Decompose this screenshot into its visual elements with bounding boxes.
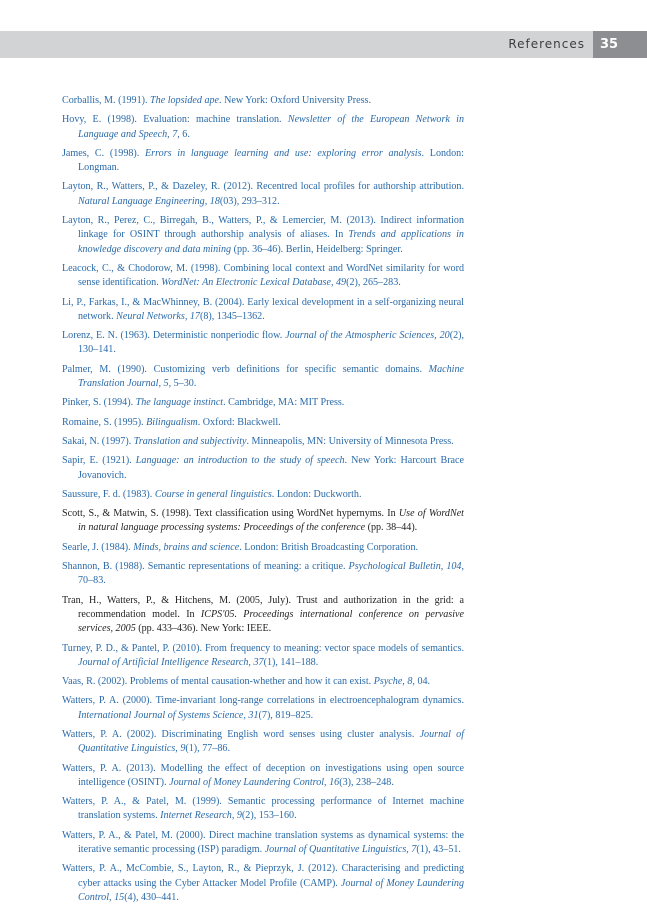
reference-entry	[62, 329, 464, 358]
reference-text: Leacock, C., & Chodorow, M. (1998). Combining local context and WordNet similarity for word sense identification.	[62, 262, 464, 289]
reference-italic-text: Newsletter of the European Network in Language and Speech, 7	[78, 114, 464, 140]
reference-entry	[62, 113, 464, 142]
reference-italic-text: Use of WordNet in natural language processing systems: Proceedings of the conference	[78, 508, 464, 534]
reference-entry	[62, 675, 464, 689]
reference-text: Watters, P. A., & Patel, M. (1999). Semantic processing performance of Internet machine translation systems.	[62, 796, 464, 822]
reference-text: (3), 238–248.	[339, 776, 394, 788]
reference-text: . New York: Oxford University Press.	[219, 95, 371, 106]
reference-text: Romaine, S. (1995).	[62, 416, 147, 428]
reference-entry	[62, 147, 464, 176]
reference-italic-text: ICPS'05. Proceedings international conference on pervasive services, 2005	[78, 608, 464, 635]
reference-text: Searle, J. (1984).	[62, 541, 134, 553]
reference-text: Watters, P. A., & Patel, M. (2000). Direct machine translation systems as dynamical systems: the iterative semantic processing (ISP) paradigm.	[62, 829, 464, 856]
reference-italic-text: Minds, brains and science	[133, 541, 240, 553]
reference-text: Lorenz, E. N. (1963). Deterministic nonperiodic flow.	[62, 330, 286, 342]
reference-text: (03), 293–312.	[219, 195, 280, 207]
reference-entry	[62, 396, 464, 410]
reference-italic-text: Natural Language Engineering, 18	[78, 195, 220, 207]
reference-text: Shannon, B. (1988). Semantic representations of meaning: a critique.	[62, 561, 349, 573]
reference-italic-text: Journal of the Atmospheric Sciences, 20	[285, 330, 450, 342]
reference-entry	[62, 862, 464, 905]
reference-entry	[62, 180, 464, 209]
reference-italic-text: International Journal of Systems Science, 31	[78, 709, 259, 721]
reference-entry	[62, 94, 464, 108]
reference-text: (1), 77–86.	[185, 743, 230, 755]
reference-text: , 5–30.	[168, 378, 197, 390]
reference-italic-text: Internet Research, 9	[160, 810, 242, 822]
reference-text: (7), 819–825.	[258, 709, 314, 721]
reference-italic-text: The language instinct	[135, 397, 224, 409]
reference-text: . London: British Broadcasting Corporation.	[239, 541, 419, 553]
reference-text: (2), 265–283.	[346, 277, 401, 289]
reference-text: (pp. 36–46). Berlin, Heidelberg: Springer.	[231, 243, 403, 255]
reference-entry	[62, 214, 464, 257]
reference-italic-text: Journal of Money Laundering Control, 15	[78, 877, 464, 903]
reference-text: Li, P., Farkas, I., & MacWhinney, B. (2004). Early lexical development in a self-organizing neural network.	[62, 296, 464, 322]
reference-text: (1), 43–51.	[416, 844, 461, 856]
reference-entry	[62, 728, 464, 757]
reference-italic-text: Psyche, 8	[373, 676, 413, 688]
reference-italic-text: Course in general linguistics	[154, 488, 272, 500]
reference-text: (4), 430–441.	[124, 891, 179, 903]
reference-italic-text: Translation and subjectivity	[133, 435, 247, 447]
reference-entry	[62, 507, 464, 536]
reference-italic-text: Journal of Artificial Intelligence Research, 37	[78, 656, 264, 668]
reference-text: Tran, H., Watters, P., & Hitchens, M. (2005, July). Trust and authorization in the grid: a recommendation model. In	[62, 594, 464, 620]
reference-text: . Minneapolis, MN: University of Minnesota Press.	[246, 435, 454, 447]
reference-text: Pinker, S. (1994).	[62, 397, 136, 409]
reference-entry	[62, 541, 464, 555]
reference-italic-text: Journal of Quantitative Linguistics, 7	[264, 844, 417, 856]
reference-entry	[62, 296, 464, 325]
reference-italic-text: Language: an introduction to the study of speech	[135, 455, 345, 467]
reference-italic-text: Neural Networks, 17	[116, 310, 200, 322]
reference-text: Sakai, N. (1997).	[62, 435, 134, 447]
reference-text: (2), 130–141.	[78, 330, 464, 356]
reference-text: (2), 153–160.	[241, 810, 297, 822]
reference-text: Hovy, E. (1998). Evaluation: machine translation.	[62, 114, 288, 126]
reference-entry	[62, 762, 464, 791]
reference-text: Sapir, E. (1921).	[62, 455, 136, 467]
reference-entry	[62, 488, 464, 502]
reference-text: Layton, R., Watters, P., & Dazeley, R. (2012). Recentred local profiles for authorship attribution.	[62, 181, 464, 193]
reference-text: (pp. 433–436). New York: IEEE.	[135, 623, 272, 635]
reference-text: Watters, P. A., McCombie, S., Layton, R., & Pieprzyk, J. (2012). Characterising and predicting cyber attacks using the Cyber Attacker Model Profile (CAMP).	[62, 863, 464, 889]
reference-text: (1), 141–188.	[263, 656, 319, 668]
reference-text: . London: Longman.	[78, 147, 464, 174]
reference-text: Watters, P. A. (2002). Discriminating English word senses using cluster analysis.	[62, 728, 420, 740]
reference-text: Saussure, F. d. (1983).	[62, 488, 155, 500]
reference-entry	[62, 435, 464, 449]
reference-text: Scott, S., & Matwin, S. (1998). Text classification using WordNet hypernyms. In	[62, 508, 399, 520]
reference-text: , 70–83.	[78, 561, 464, 587]
reference-text: Turney, P. D., & Pantel, P. (2010). From frequency to meaning: vector space models of semantics.	[62, 642, 464, 654]
reference-entry	[62, 642, 464, 671]
page-number: 35	[593, 31, 647, 58]
reference-entry	[62, 795, 464, 824]
reference-text: Corballis, M. (1991).	[62, 95, 151, 106]
reference-text: James, C. (1998).	[62, 147, 146, 159]
reference-text: . London: Duckworth.	[271, 488, 362, 500]
reference-entry	[62, 594, 464, 637]
reference-entry	[62, 694, 464, 723]
reference-italic-text: Machine Translation Journal, 5	[78, 363, 464, 390]
reference-list	[62, 94, 464, 910]
reference-text: Watters, P. A. (2013). Modelling the effect of deception on investigations using open source intelligence (OSINT).	[62, 762, 464, 788]
reference-entry	[62, 829, 464, 858]
reference-entry	[62, 416, 464, 430]
reference-text: . Cambridge, MA: MIT Press.	[223, 397, 345, 409]
reference-italic-text: WordNet: An Electronic Lexical Database, 49	[161, 277, 347, 289]
running-header-title: References	[508, 37, 585, 51]
reference-entry	[62, 363, 464, 392]
reference-text: . Oxford: Blackwell.	[197, 416, 281, 428]
reference-italic-text: Trends and applications in knowledge discovery and data mining	[78, 229, 464, 255]
reference-italic-text: The lopsided ape	[150, 95, 220, 106]
reference-text: (pp. 38–44).	[365, 522, 418, 534]
reference-text: . New York: Harcourt Brace Jovanovich.	[78, 455, 464, 481]
reference-entry	[62, 560, 464, 589]
reference-text: Layton, R., Perez, C., Birregah, B., Watters, P., & Lemercier, M. (2013). Indirect information linkage for OSINT through authorship analysis of aliases. In	[62, 215, 464, 241]
reference-text: Watters, P. A. (2000). Time-invariant long-range correlations in electroencephalogram dynamics.	[62, 695, 464, 707]
reference-italic-text: Errors in language learning and use: exploring error analysis	[145, 147, 422, 159]
reference-text: Palmer, M. (1990). Customizing verb definitions for specific semantic domains.	[62, 363, 429, 375]
reference-italic-text: Journal of Quantitative Linguistics, 9	[78, 728, 464, 755]
reference-text: (8), 1345–1362.	[199, 310, 265, 322]
reference-entry	[62, 262, 464, 291]
running-header-bar	[0, 31, 593, 58]
reference-text: , 6.	[177, 128, 190, 140]
reference-italic-text: Psychological Bulletin, 104	[348, 561, 462, 573]
reference-italic-text: Bilingualism	[146, 416, 198, 428]
reference-text: Vaas, R. (2002). Problems of mental causation-whether and how it can exist.	[62, 676, 374, 688]
reference-italic-text: Journal of Money Laundering Control, 16	[169, 776, 340, 788]
reference-entry	[62, 454, 464, 483]
reference-text: , 04.	[412, 676, 431, 688]
